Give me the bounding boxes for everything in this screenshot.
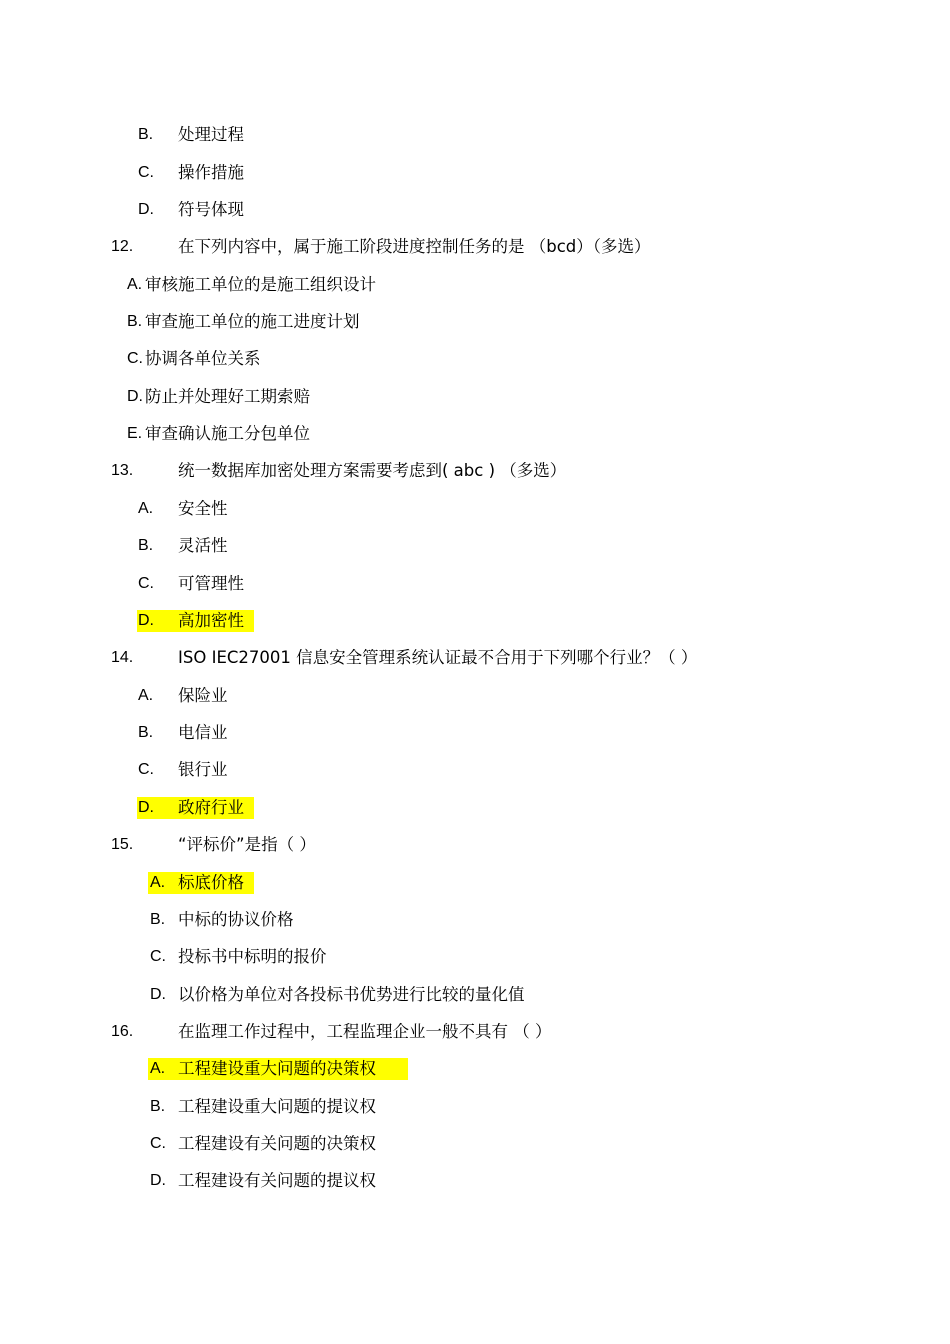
option-label: B. — [138, 724, 154, 741]
option-label: A. — [138, 500, 154, 517]
question-number: 15. — [111, 836, 134, 853]
option-label: B. — [150, 911, 166, 928]
option-text: 投标书中标明的报价 — [178, 947, 327, 966]
option-label: D. — [138, 201, 154, 218]
option-label: E. — [127, 425, 143, 442]
question-number: 12. — [111, 238, 134, 255]
option-text: 高加密性 — [178, 611, 244, 630]
option-label: A. — [150, 1060, 166, 1077]
option-label: A. — [138, 687, 154, 704]
option-text: 中标的协议价格 — [178, 910, 294, 929]
option-text: 防止并处理好工期索赔 — [145, 387, 310, 406]
option-text: 工程建设重大问题的提议权 — [178, 1097, 376, 1116]
option-label: C. — [150, 1135, 166, 1152]
option-label: C. — [127, 350, 143, 367]
option-text: 工程建设有关问题的决策权 — [178, 1134, 376, 1153]
option-label: D. — [127, 388, 143, 405]
question-text: ISO IEC27001 信息安全管理系统认证最不合用于下列哪个行业？（ ） — [178, 648, 698, 667]
option-text: 符号体现 — [178, 200, 244, 219]
option-text: 审核施工单位的是施工组织设计 — [145, 275, 376, 294]
question-text: 统一数据库加密处理方案需要考虑到( abc ) （多选） — [178, 461, 567, 480]
option-text: 工程建设有关问题的提议权 — [178, 1171, 376, 1190]
option-label: B. — [138, 126, 154, 143]
option-text: 标底价格 — [178, 873, 244, 892]
question-text: 在下列内容中，属于施工阶段进度控制任务的是 （bcd）（多选） — [178, 237, 651, 256]
question-number: 14. — [111, 649, 134, 666]
option-label: D. — [138, 799, 154, 816]
option-text: 审查确认施工分包单位 — [145, 424, 310, 443]
option-label: B. — [150, 1098, 166, 1115]
option-text: 电信业 — [178, 723, 228, 742]
option-label: C. — [150, 948, 166, 965]
option-text: 协调各单位关系 — [145, 349, 261, 368]
question-number: 16. — [111, 1023, 134, 1040]
option-text: 银行业 — [178, 760, 228, 779]
option-label: D. — [138, 612, 154, 629]
option-label: A. — [127, 276, 143, 293]
option-text: 审查施工单位的施工进度计划 — [145, 312, 360, 331]
option-text: 操作措施 — [178, 163, 244, 182]
option-label: D. — [150, 1172, 166, 1189]
option-label: C. — [138, 761, 154, 778]
option-text: 可管理性 — [178, 574, 244, 593]
option-text: 安全性 — [178, 499, 228, 518]
option-label: B. — [138, 537, 154, 554]
option-text: 政府行业 — [178, 798, 244, 817]
option-text: 处理过程 — [178, 125, 244, 144]
question-text: “评标价”是指（ ） — [178, 835, 316, 854]
question-text: 在监理工作过程中，工程监理企业一般不具有 （ ） — [178, 1022, 552, 1041]
option-text: 灵活性 — [178, 536, 228, 555]
option-label: C. — [138, 164, 154, 181]
option-label: A. — [150, 874, 166, 891]
option-text: 保险业 — [178, 686, 228, 705]
option-label: D. — [150, 986, 166, 1003]
question-number: 13. — [111, 462, 134, 479]
option-text: 以价格为单位对各投标书优势进行比较的量化值 — [178, 985, 525, 1004]
option-label: C. — [138, 575, 154, 592]
option-text: 工程建设重大问题的决策权 — [178, 1059, 376, 1078]
option-label: B. — [127, 313, 143, 330]
